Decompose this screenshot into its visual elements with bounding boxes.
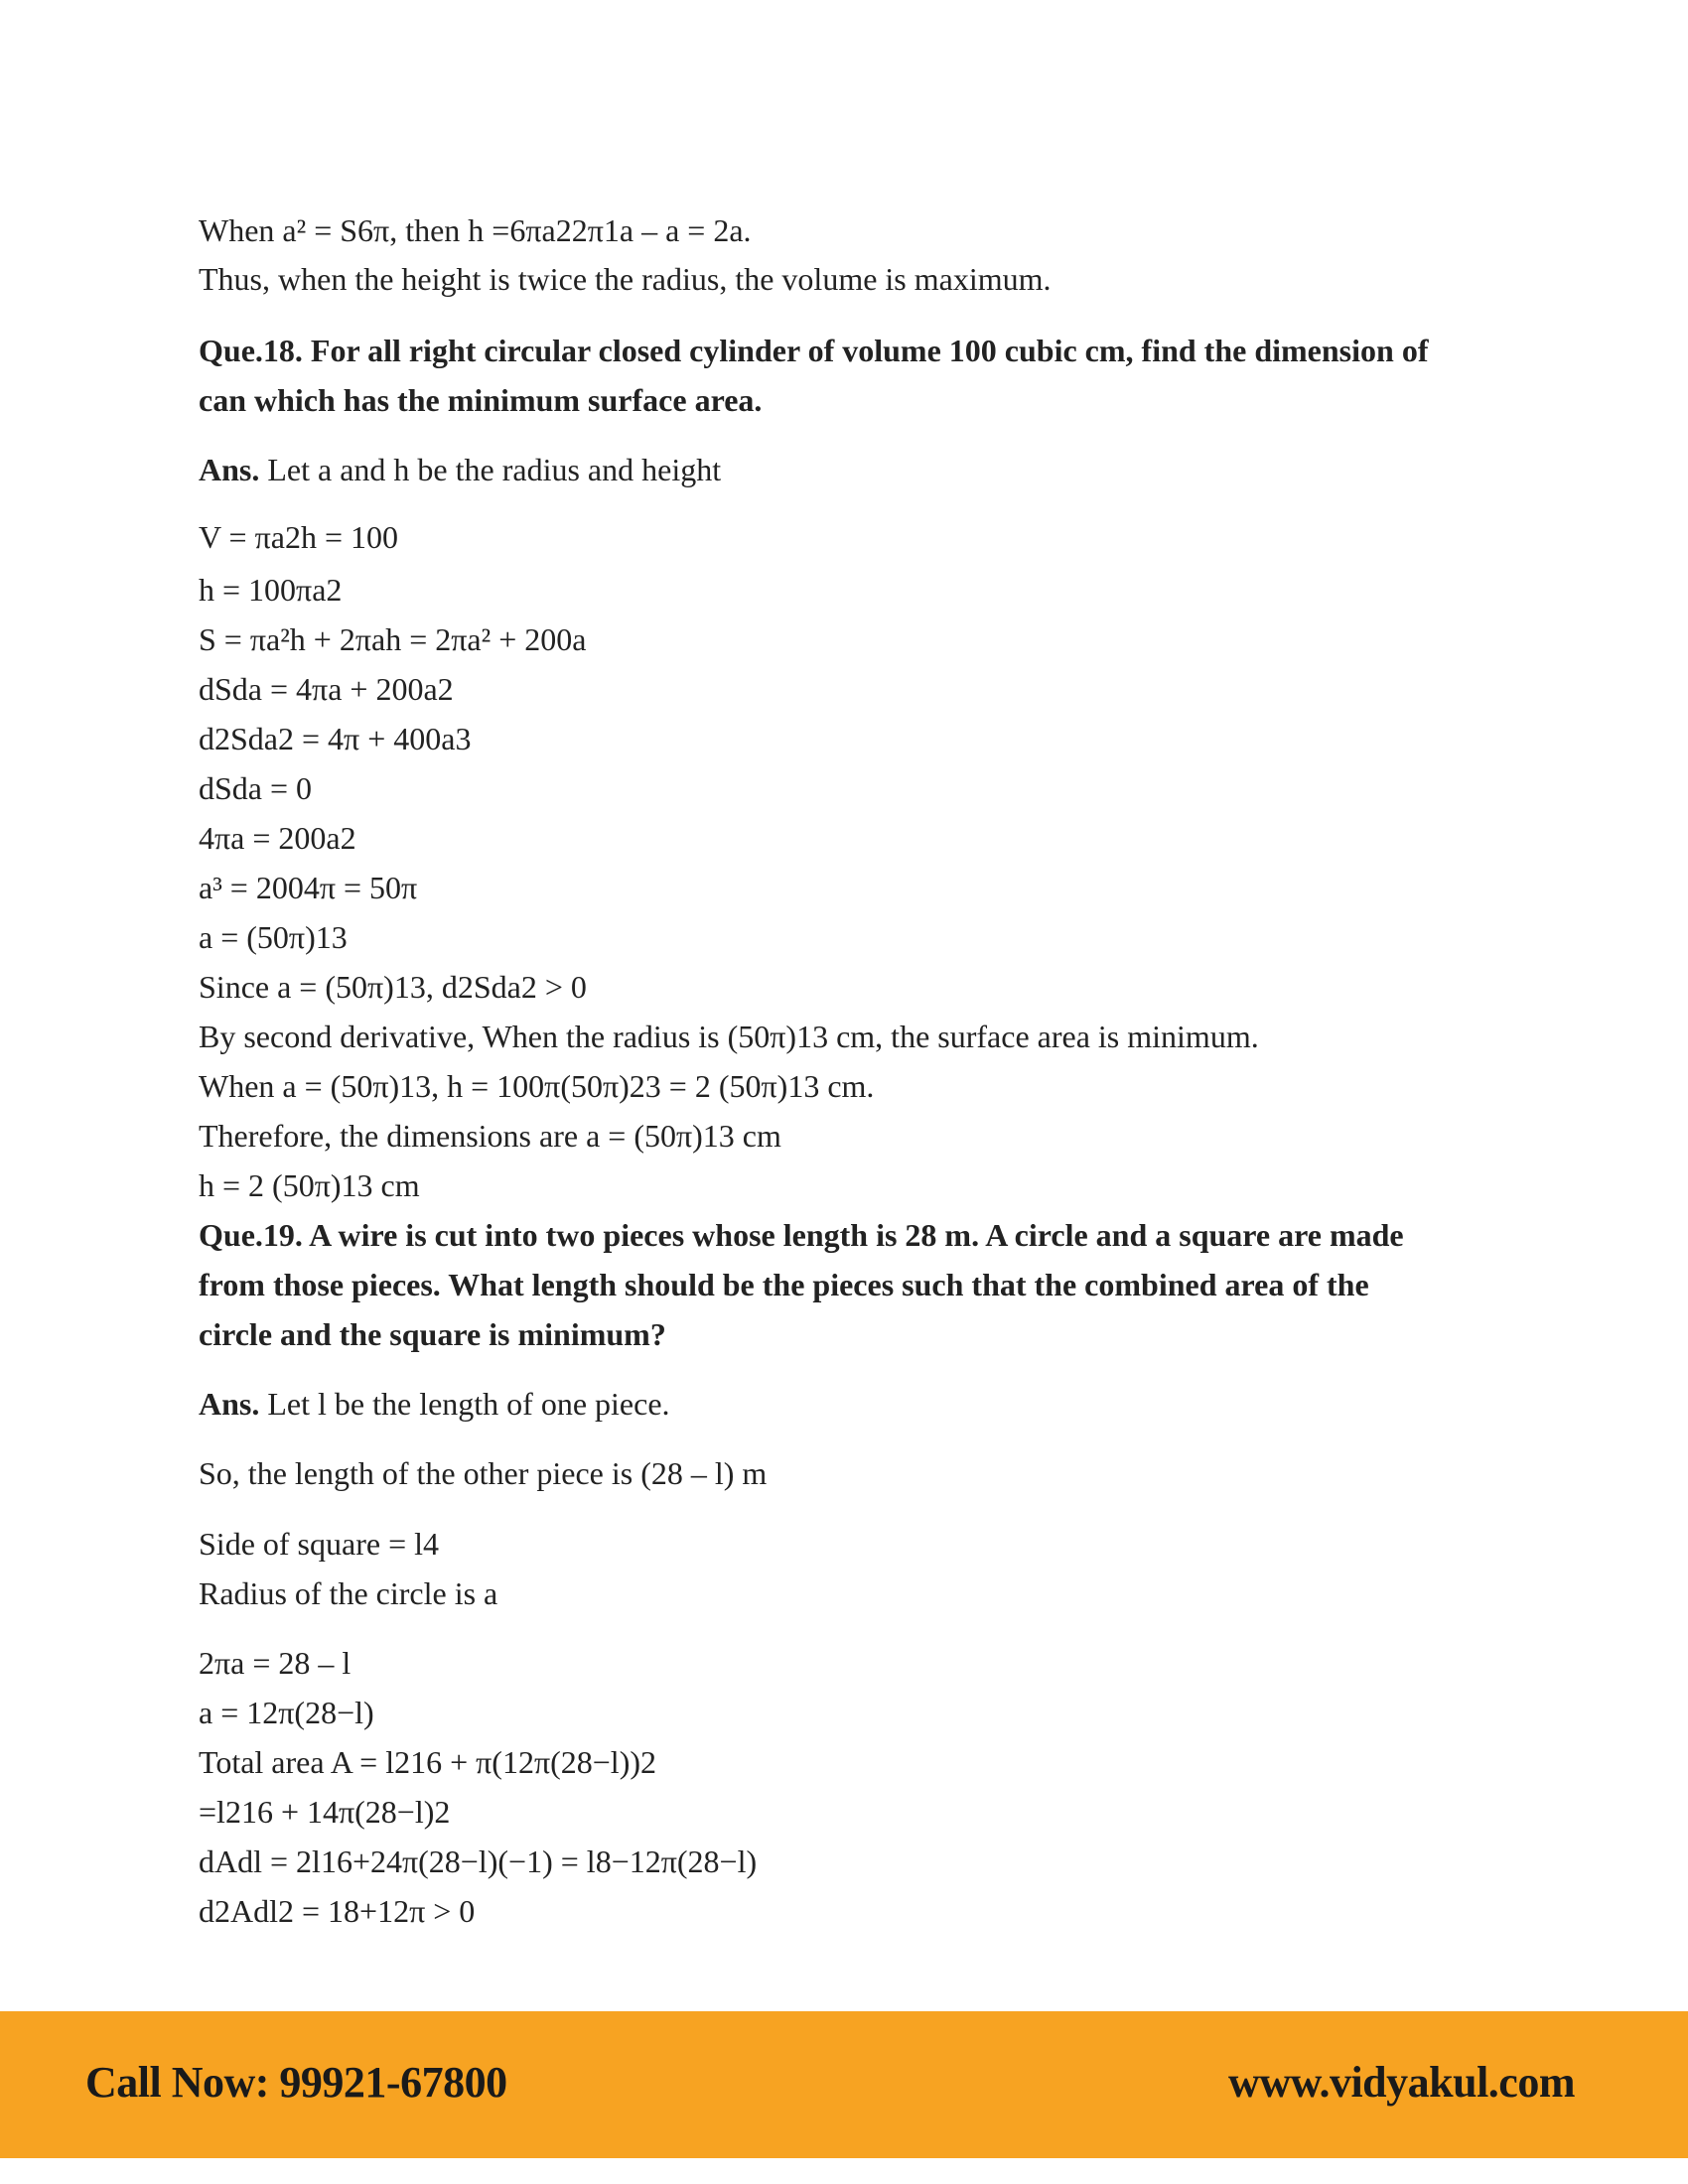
text-line: Thus, when the height is twice the radius, the volume is maximum. (199, 261, 1052, 297)
text-line: Radius of the circle is a (199, 1575, 498, 1611)
equation-line: 4πa = 200a2 (199, 820, 356, 856)
question-19-heading: Que.19. A wire is cut into two pieces whose length is 28 m. A circle and a square are made (199, 1217, 1404, 1253)
footer-banner (0, 2011, 1688, 2158)
equation-line: S = πa²h + 2πah = 2πa² + 200a (199, 621, 587, 657)
answer-line (199, 1384, 670, 1424)
equation-line: d2Adl2 = 18+12π > 0 (199, 1893, 476, 1929)
equation-line: a³ = 2004π = 50π (199, 870, 418, 905)
question-19-heading: from those pieces. What length should be the pieces such that the combined area of the (199, 1267, 1369, 1302)
equation-line: d2Sda2 = 4π + 400a3 (199, 721, 472, 756)
equation-line: a = 12π(28−l) (199, 1695, 374, 1730)
answer-label: Ans. (199, 452, 260, 487)
text-line: By second derivative, When the radius is (50π)13 cm, the surface area is minimum. (199, 1019, 1259, 1054)
answer-text: Let a and h be the radius and height (259, 452, 722, 487)
equation-line: dAdl = 2l16+24π(28−l)(−1) = l8−12π(28−l) (199, 1843, 758, 1879)
answer-label: Ans. (199, 1386, 260, 1422)
text-line: Since a = (50π)13, d2Sda2 > 0 (199, 969, 587, 1005)
equation-line: V = πa2h = 100 (199, 519, 398, 555)
equation-line: a = (50π)13 (199, 919, 348, 955)
website-link[interactable]: www.vidyakul.com (1228, 2058, 1575, 2107)
answer-line (199, 450, 721, 489)
question-19-heading: circle and the square is minimum? (199, 1316, 666, 1352)
text-line: h = 2 (50π)13 cm (199, 1167, 420, 1203)
text-line: Side of square = l4 (199, 1526, 439, 1562)
equation-line: 2πa = 28 – l (199, 1645, 352, 1681)
text-line: So, the length of the other piece is (28 – l) m (199, 1455, 768, 1491)
answer-text: Let l be the length of one piece. (259, 1386, 670, 1422)
question-18-heading: can which has the minimum surface area. (199, 382, 763, 418)
equation-line: Total area A = l216 + π(12π(28−l))2 (199, 1744, 656, 1780)
question-18-heading: Que.18. For all right circular closed cylinder of volume 100 cubic cm, find the dimension of (199, 333, 1429, 368)
equation-line: =l216 + 14π(28−l)2 (199, 1794, 451, 1830)
text-line: When a² = S6π, then h =6πa22π1a – a = 2a. (199, 212, 752, 248)
call-now-text: Call Now: 99921-67800 (85, 2058, 507, 2107)
equation-line: dSda = 4πa + 200a2 (199, 671, 454, 707)
text-line: When a = (50π)13, h = 100π(50π)23 = 2 (50π)13 cm. (199, 1068, 875, 1104)
text-line: Therefore, the dimensions are a = (50π)13 cm (199, 1118, 781, 1154)
equation-line: h = 100πa2 (199, 572, 343, 608)
equation-line: dSda = 0 (199, 770, 313, 806)
